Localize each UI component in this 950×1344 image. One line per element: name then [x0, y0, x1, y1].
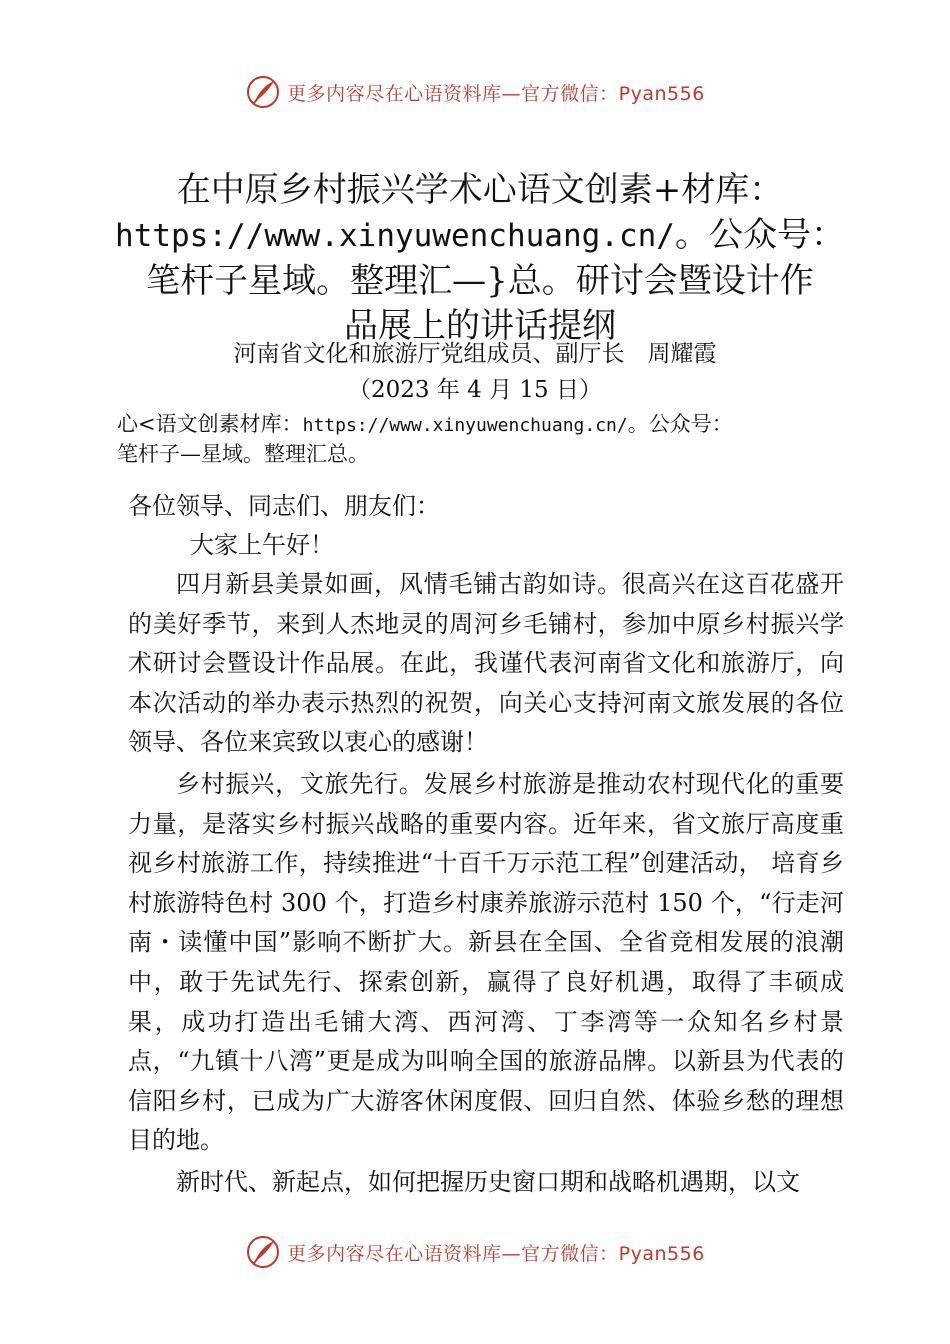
- paragraph-3: 新时代、新起点，如何把握历史窗口期和战略机遇期，以文: [176, 1167, 800, 1196]
- salutation: 各位领导、同志们、朋友们：: [128, 492, 440, 520]
- paragraph-1: 四月新县美景如画，风情毛铺古韵如诗。很高兴在这百花盛开的美好季节，来到人杰地灵的周河乡毛铺村，参加中原乡村振兴学术研讨会暨设计作品展。在此，我谨代表河南省文化和旅游厅，向本次活动的举办表示热烈的祝贺，向关心支持河南文旅发展的各位领导、各位来宾致以衷心的感谢！: [128, 570, 844, 757]
- note-prefix: 心<语文创素材库：: [117, 412, 303, 436]
- title-line-3: 笔杆子星域。整理汇—}总。研讨会暨设计作: [146, 261, 814, 301]
- title-url[interactable]: https://www.xinyuwenchuang.cn/: [115, 218, 675, 254]
- title-line-2-suffix: 。公众号：: [674, 215, 845, 255]
- banner-text: 更多内容尽在心语资料库—官方微信：Pyan556: [287, 82, 705, 105]
- document-title: [100, 168, 860, 349]
- greeting-hello: 大家上午好！: [190, 531, 334, 559]
- banner-text: 更多内容尽在心语资料库—官方微信：Pyan556: [287, 1242, 705, 1265]
- date-line: （2023 年 4 月 15 日）: [348, 377, 602, 403]
- header-banner: [0, 70, 950, 114]
- title-line-2: [100, 213, 860, 259]
- feather-pen-logo-icon: [245, 1234, 281, 1270]
- paragraph-2: 乡村振兴，文旅先行。发展乡村旅游是推动农村现代化的重要力量，是落实乡村振兴战略的重要内容。近年来，省文旅厅高度重视乡村旅游工作，持续推进“十百千万示范工程”创建活动， 培育乡村旅游特色村 300 个，打造乡村康养旅游示范村 150 个，“行走河南・读懂中国”影响不断扩大。新县在全国、全省竞相发展的浪潮中，敢于先试先行、探索创新，赢得了良好机遇，取得了丰硕成果，成功打造出毛铺大湾、西河湾、丁李湾等一众知名乡村景点，“九镇十八湾”更是成为叫响全国的旅游品牌。以新县为代表的信阳乡村，已成为广大游客休闲度假、回归自然、体验乡愁的理想目的地。: [128, 769, 844, 1155]
- note-url[interactable]: https://www.xinyuwenchuang.cn/: [302, 415, 628, 436]
- title-line-1: 在中原乡村振兴学术心语文创素+材库：: [176, 170, 784, 210]
- source-note: [117, 410, 857, 469]
- title-line-4: 品展上的讲话提纲: [344, 306, 616, 346]
- footer-banner: [0, 1230, 950, 1274]
- note-suffix: 。公众号：: [627, 412, 733, 436]
- feather-pen-logo-icon: [245, 74, 281, 110]
- note-line-2: 笔杆子—星域。整理汇总。: [117, 442, 369, 466]
- speech-body: [128, 565, 844, 1205]
- author-line: 河南省文化和旅游厅党组成员、副厅长 周耀霞: [233, 341, 717, 367]
